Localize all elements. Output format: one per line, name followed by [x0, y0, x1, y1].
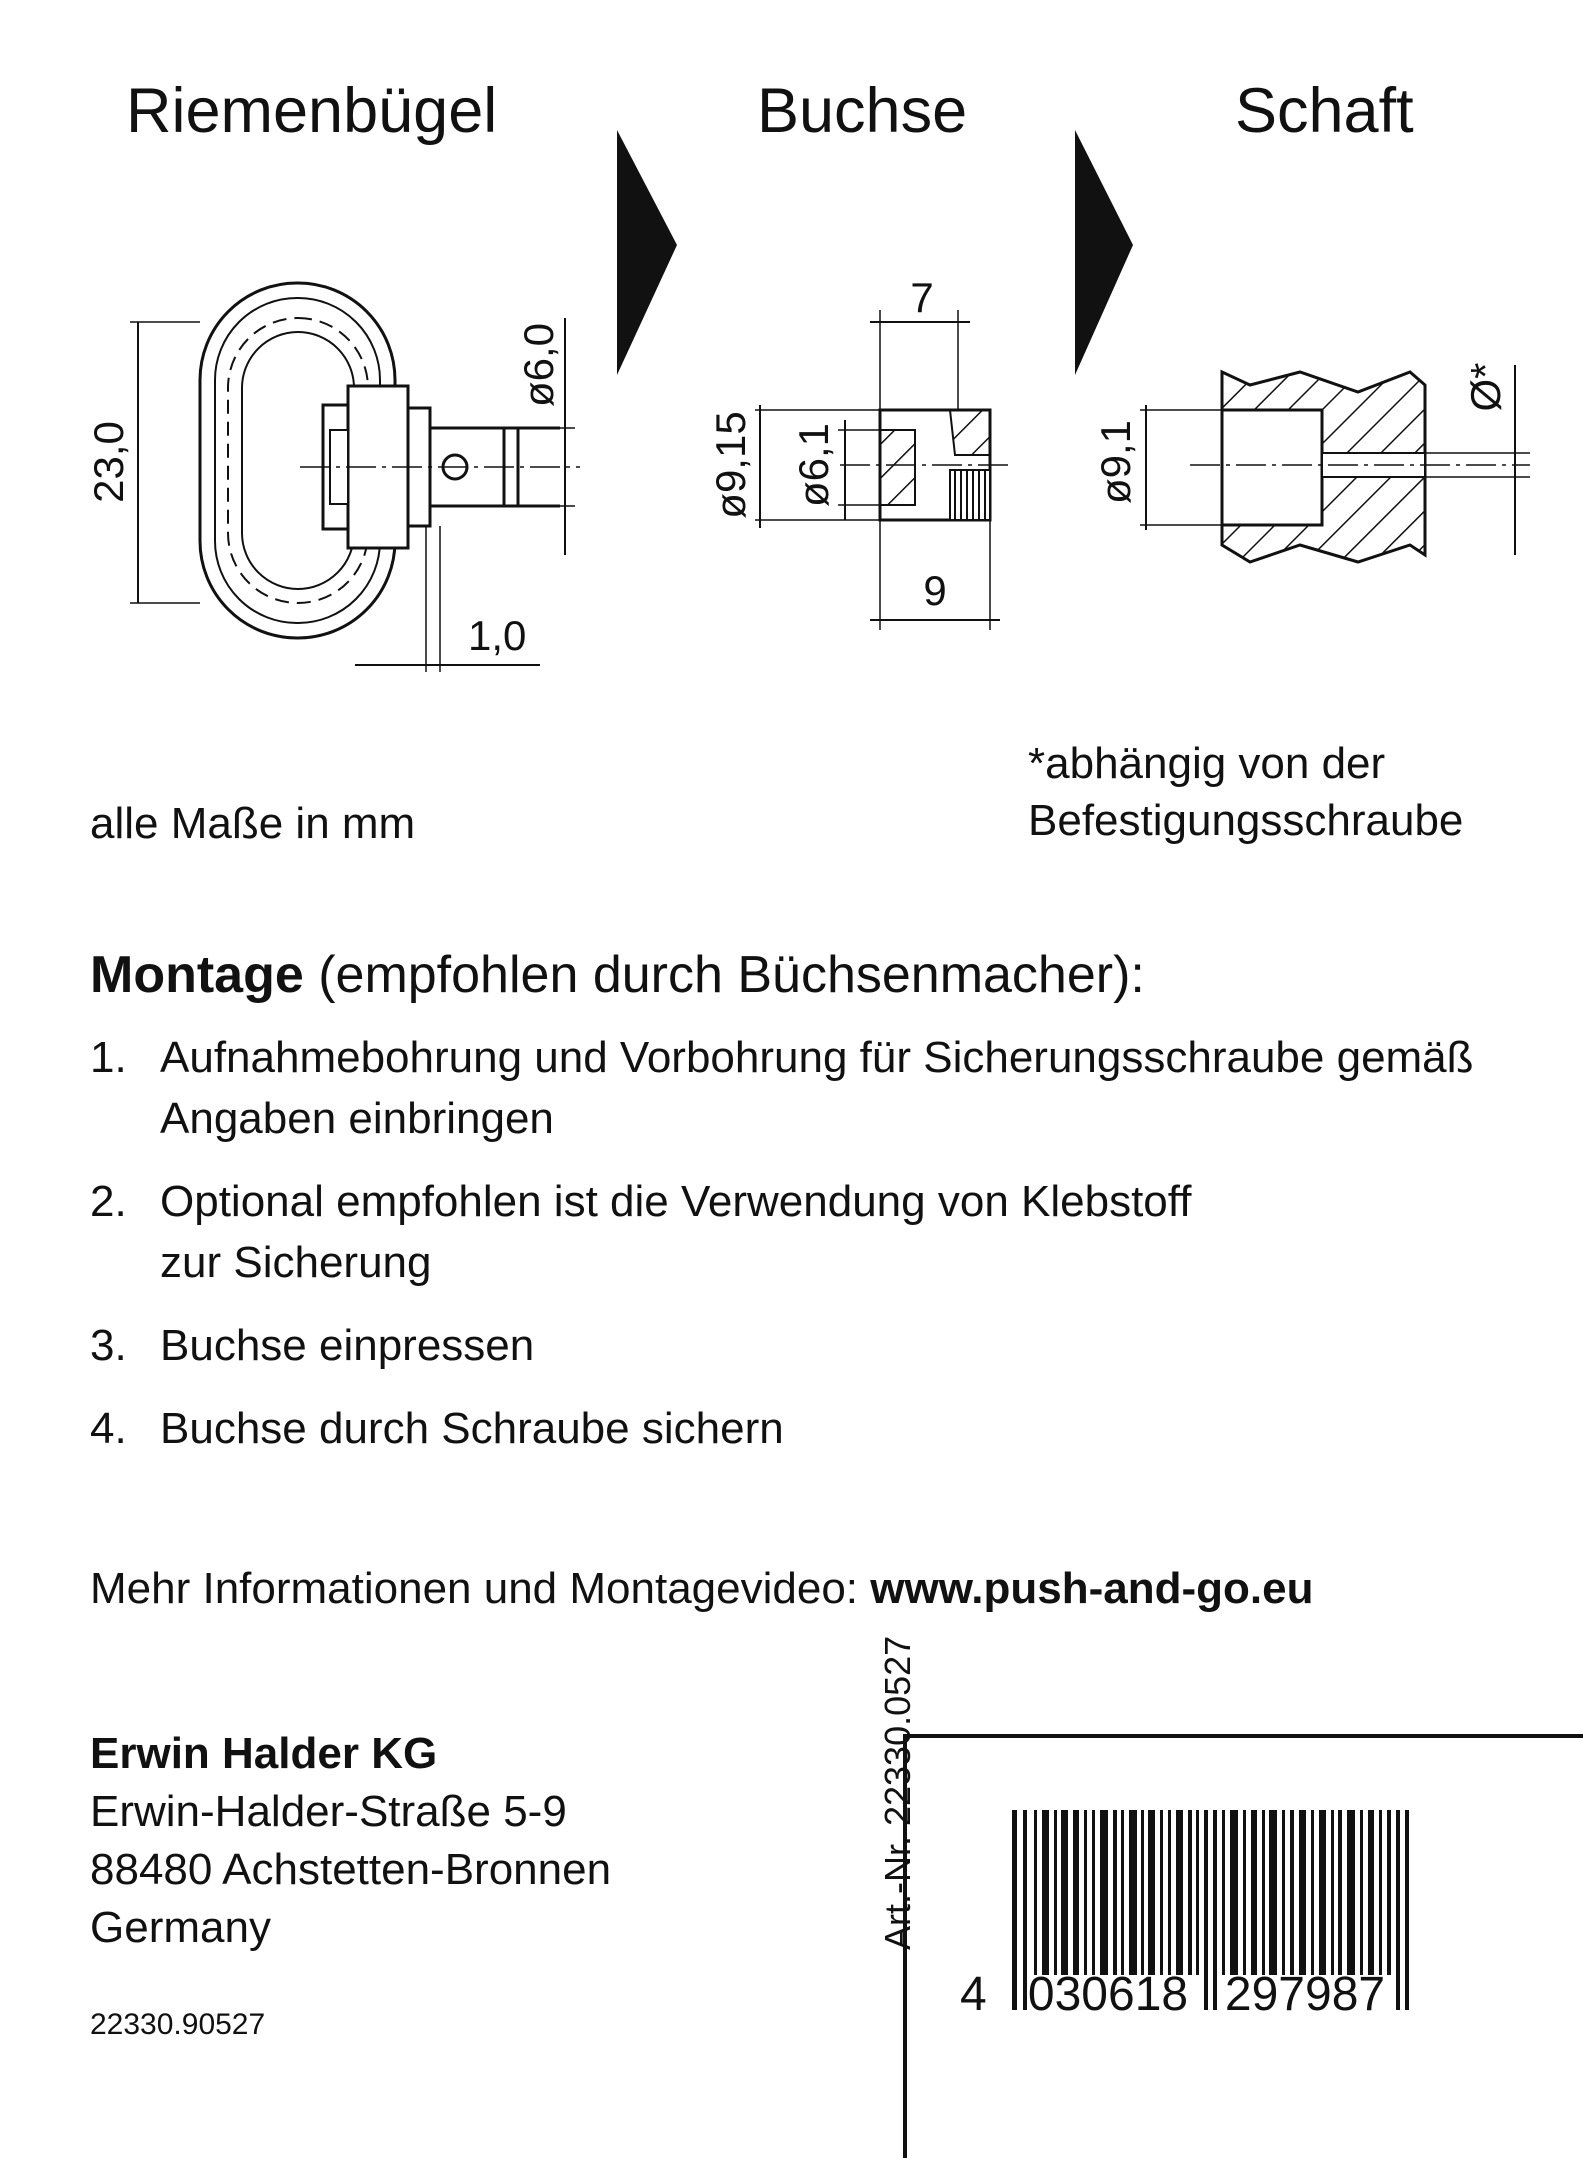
step-number: 2.	[90, 1177, 127, 1226]
heading-riemenbuegel: Riemenbügel	[126, 76, 498, 146]
arrow-icon-1	[617, 130, 677, 375]
company-country: Germany	[90, 1903, 271, 1952]
company-code: 22330.90527	[90, 2008, 266, 2041]
step-number: 1.	[90, 1033, 127, 1082]
montage-title	[90, 945, 1145, 1005]
more-info-text: Mehr Informationen und Montagevideo:	[90, 1564, 871, 1613]
step-number: 3.	[90, 1321, 127, 1370]
montage-step	[90, 1027, 1560, 1149]
step-text: Optional empfohlen ist die Verwendung von Klebstoff zur Sicherung	[160, 1177, 1192, 1287]
montage-step	[90, 1315, 1510, 1376]
montage-steps	[90, 1027, 1510, 1481]
heading-buchse: Buchse	[757, 76, 968, 146]
step-text: Buchse einpressen	[160, 1321, 535, 1370]
dim-buchse-inner: ø6,1	[790, 422, 837, 508]
footnote-line-1: *abhängig von der	[1028, 739, 1386, 788]
footnote	[1028, 735, 1463, 849]
dim-riemen-diameter: ø6,0	[515, 322, 562, 408]
more-info	[90, 1560, 1313, 1617]
dim-buchse-outer: ø9,15	[707, 411, 754, 519]
barcode-group-2: 297987	[1224, 1968, 1386, 2021]
dim-buchse-bottom: 9	[923, 567, 947, 614]
dim-riemen-height: 23,0	[85, 421, 132, 503]
dim-riemen-offset: 1,0	[468, 612, 527, 659]
dim-buchse-top: 7	[910, 274, 934, 321]
arrow-icon-2	[1075, 130, 1133, 375]
dim-schaft-screw: Ø*	[1462, 362, 1509, 412]
barcode-icon	[960, 1810, 1520, 2060]
barcode-first-digit: 4	[960, 1968, 987, 2021]
company-street: Erwin-Halder-Straße 5-9	[90, 1787, 567, 1836]
company-name: Erwin Halder KG	[90, 1729, 438, 1778]
montage-title-bold: Montage	[90, 946, 304, 1004]
montage-step	[90, 1171, 1250, 1293]
company-address	[90, 1725, 611, 1957]
montage-step	[90, 1398, 1510, 1459]
step-text: Buchse durch Schraube sichern	[160, 1404, 784, 1453]
footnote-line-2: Befestigungsschraube	[1028, 796, 1464, 846]
barcode-group-1: 030618	[1027, 1968, 1189, 2021]
company-city: 88480 Achstetten-Bronnen	[90, 1845, 612, 1894]
article-number: Art.-Nr. 22330.0527	[877, 1635, 918, 1950]
step-number: 4.	[90, 1404, 127, 1453]
technical-drawing	[0, 0, 1583, 720]
units-note: alle Maße in mm	[90, 799, 416, 848]
dim-schaft-bore: ø9,1	[1092, 419, 1139, 505]
montage-title-rest: (empfohlen durch Büchsenmacher):	[303, 946, 1145, 1004]
step-text: Aufnahmebohrung und Vorbohrung für Sicherungsschraube gemäß Angaben einbringen	[160, 1033, 1474, 1143]
heading-schaft: Schaft	[1235, 76, 1414, 146]
website-link[interactable]: www.push-and-go.eu	[870, 1564, 1314, 1613]
